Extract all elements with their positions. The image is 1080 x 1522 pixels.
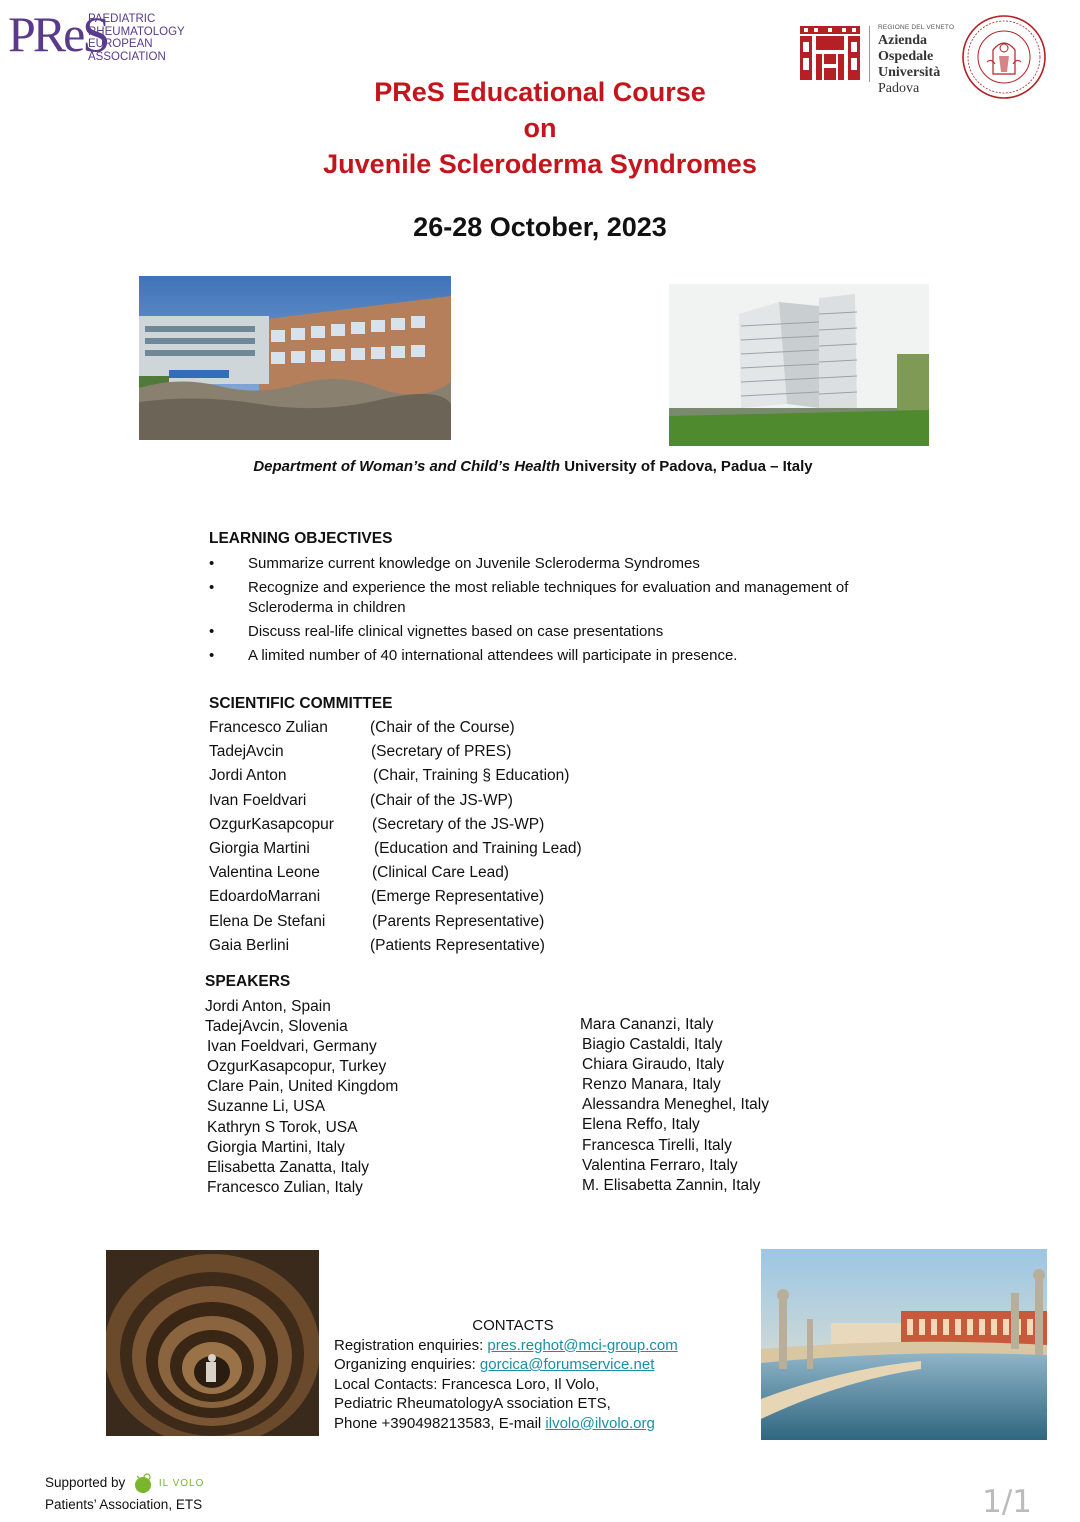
speaker-item: Ivan Foeldvari, Germany — [207, 1038, 377, 1056]
local-contact-line: Local Contacts: Francesca Loro, Il Volo, — [334, 1375, 600, 1393]
hospital-building-photo — [139, 276, 451, 440]
speaker-item: M. Elisabetta Zannin, Italy — [582, 1176, 761, 1194]
member-role: (Education and Training Lead) — [374, 839, 582, 857]
venue-line — [0, 458, 1066, 475]
member-role: (Secretary of PRES) — [371, 743, 512, 761]
registration-line — [334, 1336, 692, 1356]
bullet: • — [209, 623, 215, 640]
course-date: 26-28 October, 2023 — [413, 212, 667, 242]
il-volo-logo-icon — [133, 1472, 155, 1494]
speaker-item: Suzanne Li, USA — [207, 1098, 326, 1116]
association-text: Patients’ Association, ETS — [45, 1497, 203, 1513]
member-role: (Chair, Training § Education) — [373, 767, 570, 785]
speaker-item: Giorgia Martini, Italy — [207, 1138, 345, 1156]
pres-logo-line: EUROPEAN — [88, 38, 153, 50]
member-name: Ivan Foeldvari — [209, 791, 307, 809]
learning-objectives-heading: LEARNING OBJECTIVES — [209, 530, 393, 547]
member-name: EdoardoMarrani — [209, 888, 321, 906]
objective-text: Discuss real-life clinical vignettes based on case presentations — [248, 623, 664, 640]
committee-row — [209, 886, 629, 910]
committee-row — [209, 838, 629, 862]
speaker-item: TadejAvcin, Slovenia — [205, 1018, 348, 1036]
contacts-heading: CONTACTS — [472, 1317, 554, 1334]
local-email-link[interactable]: ilvolo@ilvolo.org — [545, 1414, 655, 1432]
committee-row — [209, 741, 629, 765]
member-name: OzgurKasapcopur — [209, 815, 334, 833]
speakers-heading: SPEAKERS — [205, 973, 291, 990]
venue-university: University of Padova, Padua – Italy — [564, 458, 813, 475]
list-item — [209, 622, 849, 642]
learning-objectives-list — [209, 554, 849, 670]
contacts-block — [334, 1316, 692, 1433]
list-item — [209, 646, 849, 666]
supported-by-text: Supported by — [45, 1475, 126, 1490]
committee-row — [209, 862, 629, 886]
committee-row — [209, 935, 629, 959]
speaker-item: Clare Pain, United Kingdom — [207, 1078, 399, 1096]
organizing-email-link[interactable]: gorcica@forumservice.net — [479, 1356, 655, 1373]
organizing-label: Organizing enquiries: — [334, 1356, 480, 1373]
member-name: Valentina Leone — [209, 864, 320, 882]
aop-line: Università — [878, 65, 941, 80]
member-name: Elena De Stefani — [209, 912, 326, 930]
anatomical-theatre-photo — [106, 1250, 319, 1436]
speaker-item: Chiara Giraudo, Italy — [582, 1056, 725, 1074]
aop-region: REGIONE DEL VENETO — [878, 24, 955, 31]
bullet: • — [209, 555, 215, 572]
pres-logo-text — [88, 13, 185, 63]
pres-logo-line: PAEDIATRIC — [88, 13, 156, 25]
committee-row — [209, 814, 629, 838]
title-line: Juvenile Scleroderma Syndromes — [323, 149, 757, 179]
speaker-item: Valentina Ferraro, Italy — [582, 1156, 738, 1174]
aop-line: Azienda — [878, 33, 927, 48]
objective-text: Recognize and experience the most reliable techniques for evaluation and management of Scleroderma in children — [248, 579, 849, 616]
speaker-item: Francesco Zulian, Italy — [207, 1178, 363, 1196]
speaker-item: OzgurKasapcopur, Turkey — [207, 1058, 387, 1076]
registration-label: Registration enquiries: — [334, 1336, 488, 1354]
member-role: (Secretary of the JS-WP) — [372, 815, 545, 833]
speaker-item: Biagio Castaldi, Italy — [582, 1036, 723, 1054]
phone-line — [334, 1414, 692, 1434]
pres-logo — [8, 6, 185, 66]
title-line: PReS Educational Course — [374, 77, 706, 107]
pres-logo-line: ASSOCIATION — [88, 50, 166, 63]
speaker-item: Jordi Anton, Spain — [205, 998, 331, 1015]
speaker-item: Francesca Tirelli, Italy — [582, 1136, 732, 1154]
bullet: • — [209, 647, 215, 664]
member-role: (Chair of the Course) — [370, 719, 515, 736]
member-name: TadejAvcin — [209, 743, 284, 761]
member-name: Francesco Zulian — [209, 719, 328, 736]
speaker-item: Alessandra Meneghel, Italy — [582, 1096, 769, 1114]
supported-by-line — [45, 1472, 204, 1494]
pres-logo-line: RHEUMATOLOGY — [88, 25, 185, 38]
member-name: Gaia Berlini — [209, 936, 290, 954]
il-volo-logo-text: IL VOLO — [158, 1477, 205, 1489]
committee-row — [209, 765, 629, 789]
member-name: Giorgia Martini — [209, 839, 310, 857]
committee-row — [209, 911, 629, 935]
title-line: on — [523, 113, 557, 143]
speaker-item: Renzo Manara, Italy — [582, 1076, 721, 1094]
local-contact-line: Pediatric RheumatologyA ssociation ETS, — [334, 1395, 611, 1412]
committee-row — [209, 717, 629, 741]
scientific-committee-list — [209, 717, 629, 959]
phone-text: Phone +390498213583, E-mail — [334, 1414, 546, 1432]
prato-della-valle-photo — [761, 1249, 1047, 1440]
member-role: (Chair of the JS-WP) — [370, 791, 513, 809]
aop-line: Padova — [878, 81, 920, 96]
scientific-committee-heading: SCIENTIFIC COMMITTEE — [209, 695, 393, 712]
speaker-item: Kathryn S Torok, USA — [207, 1118, 358, 1136]
pres-logo-mark: PReS — [8, 6, 108, 62]
committee-row — [209, 790, 629, 814]
objective-text: Summarize current knowledge on Juvenile Scleroderma Syndromes — [248, 555, 700, 572]
member-name: Jordi Anton — [209, 767, 287, 785]
speaker-item: Elena Reffo, Italy — [582, 1116, 700, 1134]
aop-line: Ospedale — [878, 49, 934, 64]
speaker-item: Mara Cananzi, Italy — [580, 1016, 714, 1033]
member-role: (Emerge Representative) — [371, 888, 545, 906]
course-title — [0, 74, 1080, 182]
list-item — [209, 554, 849, 574]
member-role: (Clinical Care Lead) — [372, 864, 509, 882]
hospital-tower-photo — [669, 284, 929, 446]
member-role: (Parents Representative) — [372, 912, 545, 930]
speakers-list-right — [580, 1015, 769, 1196]
registration-email-link[interactable]: pres.reghot@mci-group.com — [487, 1336, 678, 1354]
support-footer — [45, 1472, 204, 1515]
organizing-line — [334, 1355, 692, 1375]
objective-text: A limited number of 40 international attendees will participate in presence. — [248, 647, 738, 664]
member-role: (Patients Representative) — [370, 936, 545, 954]
speaker-item: Elisabetta Zanatta, Italy — [207, 1158, 369, 1176]
speakers-list-left — [205, 997, 398, 1198]
list-item — [209, 578, 849, 618]
bullet: • — [209, 579, 215, 596]
venue-department: Department of Woman’s and Child’s Health — [253, 458, 561, 475]
page-indicator: 1/1 — [982, 1484, 1032, 1520]
